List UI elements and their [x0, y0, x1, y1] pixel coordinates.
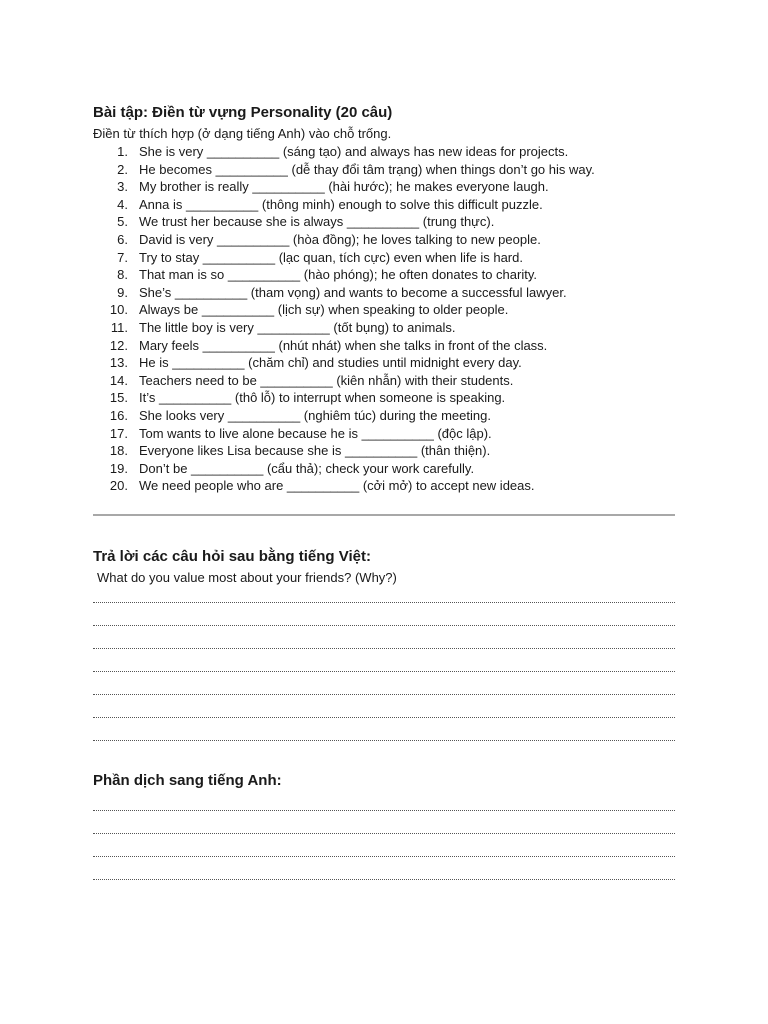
item-number: 8.	[117, 267, 128, 283]
item-text: My brother is really __________ (hài hước); he makes everyone laugh.	[139, 179, 549, 195]
exercise-list	[93, 143, 595, 495]
item-text: Don’t be __________ (cẩu thả); check your work carefully.	[139, 460, 475, 476]
list-item	[93, 249, 523, 267]
list-item	[93, 319, 456, 337]
translation-line[interactable]	[93, 810, 675, 811]
item-text: He is __________ (chăm chỉ) and studies until midnight every day.	[139, 355, 522, 371]
item-text: She looks very __________ (nghiêm túc) during the meeting.	[139, 407, 491, 423]
answer-line[interactable]	[93, 694, 675, 695]
list-item	[93, 477, 535, 495]
item-text: We need people who are __________ (cởi mở) to accept new ideas.	[139, 478, 535, 494]
item-number: 12.	[109, 337, 128, 353]
list-item	[93, 372, 514, 390]
item-text: Teachers need to be __________ (kiên nhẫn) with their students.	[139, 372, 514, 388]
answer-line[interactable]	[93, 625, 675, 626]
list-item	[93, 301, 509, 319]
item-number: 17.	[109, 425, 128, 441]
item-text: Everyone likes Lisa because she is __________ (thân thiện).	[139, 443, 491, 459]
list-item	[93, 196, 543, 214]
list-item	[93, 284, 567, 302]
item-number: 18.	[109, 443, 128, 459]
list-item	[93, 389, 506, 407]
list-item	[93, 337, 548, 355]
translation-line[interactable]	[93, 879, 675, 880]
item-text: We trust her because she is always __________ (trung thực).	[139, 214, 495, 230]
list-item	[93, 354, 522, 372]
list-item	[93, 178, 549, 196]
item-text: Try to stay __________ (lạc quan, tích cực) even when life is hard.	[139, 249, 523, 265]
item-number: 5.	[117, 214, 128, 230]
section-divider	[93, 514, 675, 516]
item-text: Anna is __________ (thông minh) enough to solve this difficult puzzle.	[139, 196, 543, 212]
item-number: 9.	[117, 284, 128, 300]
questions-title: Trả lời các câu hỏi sau bằng tiếng Việt:	[93, 548, 371, 565]
answer-line[interactable]	[93, 648, 675, 649]
item-number: 15.	[109, 390, 128, 406]
item-text: David is very __________ (hòa đồng); he loves talking to new people.	[139, 231, 541, 247]
item-text: He becomes __________ (dễ thay đổi tâm trạng) when things don’t go his way.	[139, 161, 595, 177]
list-item	[93, 407, 491, 425]
translation-line[interactable]	[93, 856, 675, 857]
list-item	[93, 161, 595, 179]
item-text: It’s __________ (thô lỗ) to interrupt when someone is speaking.	[139, 390, 506, 406]
translation-title: Phần dịch sang tiếng Anh:	[93, 772, 282, 789]
item-text: The little boy is very __________ (tốt bụng) to animals.	[139, 319, 456, 335]
list-item	[93, 460, 475, 478]
question-text: What do you value most about your friends? (Why?)	[97, 570, 397, 585]
item-number: 20.	[109, 478, 128, 494]
item-number: 7.	[117, 249, 128, 265]
item-number: 14.	[109, 372, 128, 388]
list-item	[93, 442, 491, 460]
item-text: Always be __________ (lịch sự) when speaking to older people.	[139, 302, 509, 318]
item-number: 1.	[117, 144, 128, 159]
item-number: 19.	[109, 460, 128, 476]
item-text: Mary feels __________ (nhút nhát) when she talks in front of the class.	[139, 337, 548, 353]
item-number: 6.	[117, 231, 128, 247]
item-text: She’s __________ (tham vọng) and wants to become a successful lawyer.	[139, 284, 567, 300]
item-number: 13.	[109, 355, 128, 371]
list-item	[93, 266, 537, 284]
item-number: 11.	[110, 319, 128, 335]
item-number: 4.	[117, 196, 128, 212]
list-item	[93, 231, 541, 249]
item-number: 16.	[109, 407, 128, 423]
item-number: 10.	[109, 302, 128, 318]
list-item	[93, 213, 495, 231]
item-text: That man is so __________ (hào phóng); he often donates to charity.	[139, 267, 537, 283]
answer-line[interactable]	[93, 717, 675, 718]
exercise-title: Bài tập: Điền từ vựng Personality (20 câu)	[93, 104, 393, 121]
answer-line[interactable]	[93, 602, 675, 603]
answer-line[interactable]	[93, 671, 675, 672]
item-number: 2.	[117, 161, 128, 177]
exercise-instruction: Điền từ thích hợp (ở dạng tiếng Anh) vào chỗ trống.	[93, 126, 392, 141]
list-item	[93, 425, 492, 443]
answer-line[interactable]	[93, 740, 675, 741]
list-item	[93, 143, 569, 161]
item-text: Tom wants to live alone because he is __________ (độc lập).	[139, 425, 492, 441]
item-number: 3.	[117, 179, 128, 195]
item-text: She is very __________ (sáng tạo) and always has new ideas for projects.	[139, 144, 569, 159]
translation-line[interactable]	[93, 833, 675, 834]
